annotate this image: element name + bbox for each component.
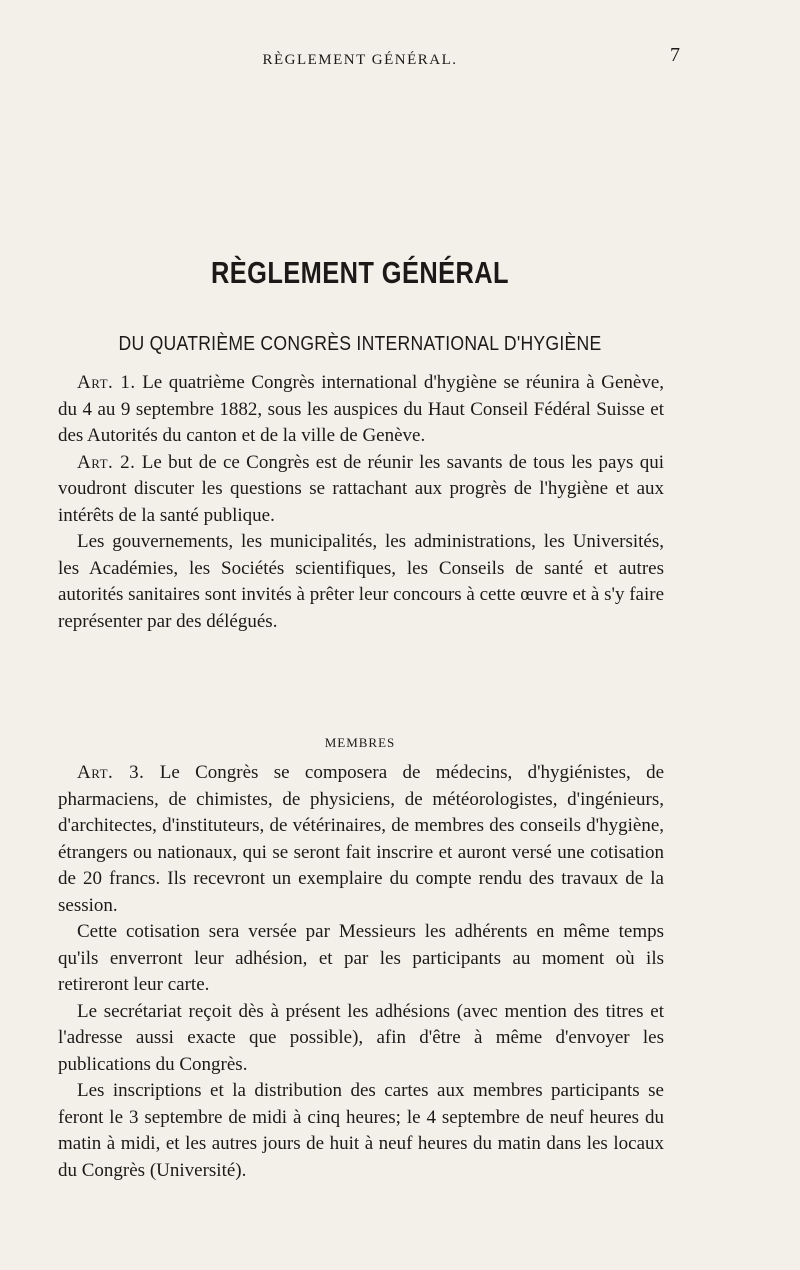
- article-2-text: Le but de ce Congrès est de réunir les savants de tous les pays qui voudront discuter les questions se rattachant aux progrès de l'hygiène et aux intérêts de la santé publique.: [58, 451, 664, 526]
- article-3-para4-text: Les inscriptions et la distribution des cartes aux membres participants se feront le 3 septembre de midi à cinq heures; le 4 septembre de neuf heures du matin à midi, et les autres jours de huit à neuf heures du matin dans les locaux du Congrès (Université).: [58, 1080, 664, 1181]
- article-1-text: Le quatrième Congrès international d'hygiène se réunira à Genève, du 4 au 9 septembre 1882, sous les auspices du Haut Conseil Fédéral Suisse et des Autorités du canton et de la ville de Genève.: [58, 372, 665, 446]
- article-2-label: Art. 2.: [77, 451, 136, 473]
- article-3-text: Le Congrès se composera de médecins, d'hygiénistes, de pharmaciens, de chimistes, de physiciens, de météorologistes, d'ingénieurs, d'architectes, d'instituteurs, de vétérinaires, de membres des conseils d'hygiène, étrangers ou nationaux, qui se seront fait inscrire et auront versé une cotisation de 20 francs. Ils recevront un exemplaire du compte rendu des travaux de la session.: [58, 762, 665, 916]
- article-3-label: Art. 3.: [77, 762, 145, 783]
- article-3: [58, 760, 664, 919]
- article-2-para2-text: Les gouvernements, les municipalités, les administrations, les Universités, les Académies, les Sociétés scientifiques, les Conseils de santé et autres autorités sanitaires sont invités à prêter leur concours à cette œuvre et à s'y faire représenter par des délégués.: [58, 531, 664, 632]
- article-3-paragraph-3: [58, 999, 664, 1079]
- article-2-paragraph-2: [58, 529, 664, 635]
- running-head: RÈGLEMENT GÉNÉRAL.: [262, 52, 458, 68]
- page-subtitle: DU QUATRIÈME CONGRÈS INTERNATIONAL D'HYGIÈNE: [118, 333, 602, 355]
- section-heading-membres: MEMBRES: [324, 735, 396, 750]
- articles-block-2: [58, 760, 664, 1184]
- article-1-label: Art. 1.: [77, 372, 136, 393]
- article-1: [58, 370, 664, 450]
- article-2: [58, 450, 664, 530]
- page-title: RÈGLEMENT GÉNÉRAL: [211, 255, 509, 290]
- article-3-para2-text: Cette cotisation sera versée par Messieurs les adhérents en même temps qu'ils enverront leur adhésion, et par les participants au moment où ils retireront leur carte.: [58, 921, 664, 995]
- articles-block-1: [58, 370, 664, 635]
- article-3-para3-text: Le secrétariat reçoit dès à présent les adhésions (avec mention des titres et l'adresse aussi exacte que possible), afin d'être à même d'envoyer les publications du Congrès.: [58, 1000, 664, 1075]
- page-number: 7: [670, 44, 680, 66]
- article-3-paragraph-2: [58, 919, 664, 999]
- article-3-paragraph-4: [58, 1078, 664, 1184]
